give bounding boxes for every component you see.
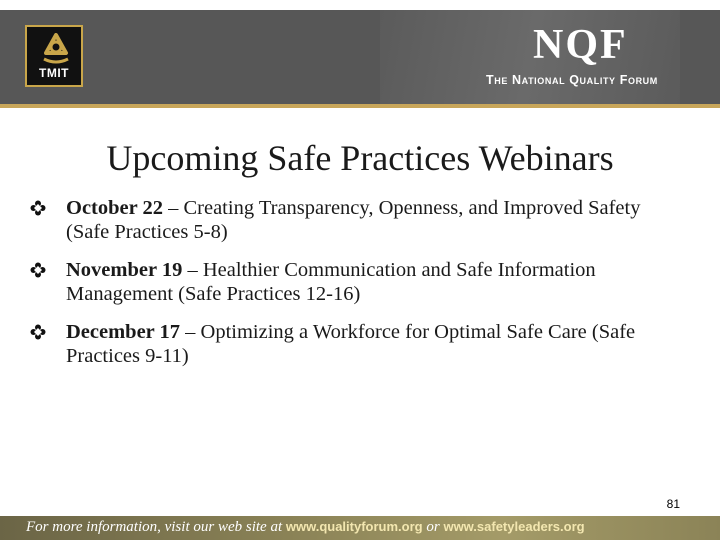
nqf-logo-mark: NQF xyxy=(533,22,628,68)
tmit-logo xyxy=(25,25,83,87)
webinar-date: December 17 xyxy=(66,321,181,343)
tmit-knot-icon xyxy=(39,33,73,65)
diamond-bullet-icon xyxy=(30,200,46,216)
footer-text xyxy=(26,519,585,536)
list-item xyxy=(30,258,680,306)
webinar-date: November 19 xyxy=(66,259,183,281)
list-item xyxy=(30,196,680,244)
slide-header xyxy=(0,0,720,108)
webinar-list xyxy=(30,196,680,382)
footer-link-qualityforum[interactable]: www.qualityforum.org xyxy=(285,519,423,534)
page-number: 81 xyxy=(666,497,680,511)
slide-footer xyxy=(0,516,720,540)
nqf-logo-subtitle: The National Quality Forum xyxy=(486,73,658,87)
diamond-bullet-icon xyxy=(30,262,46,278)
header-swoosh xyxy=(380,10,680,108)
tmit-logo-text: TMIT xyxy=(39,66,69,80)
webinar-description: – Healthier Communication and Safe Information Management (Safe Practices 12-16) xyxy=(66,259,596,305)
webinar-description: – Creating Transparency, Openness, and Improved Safety (Safe Practices 5-8) xyxy=(66,197,641,243)
slide-title: Upcoming Safe Practices Webinars xyxy=(106,138,614,178)
header-top-band xyxy=(0,0,720,10)
webinar-description: – Optimizing a Workforce for Optimal Safe Care (Safe Practices 9-11) xyxy=(66,321,636,367)
webinar-date: October 22 xyxy=(66,197,163,219)
footer-link-safetyleaders[interactable]: www.safetyleaders.org xyxy=(443,519,585,534)
diamond-bullet-icon xyxy=(30,324,46,340)
list-item xyxy=(30,320,680,368)
footer-lead: For more information, visit our web site at xyxy=(26,519,286,535)
header-gold-line xyxy=(0,104,720,108)
footer-joiner: or xyxy=(422,519,444,535)
